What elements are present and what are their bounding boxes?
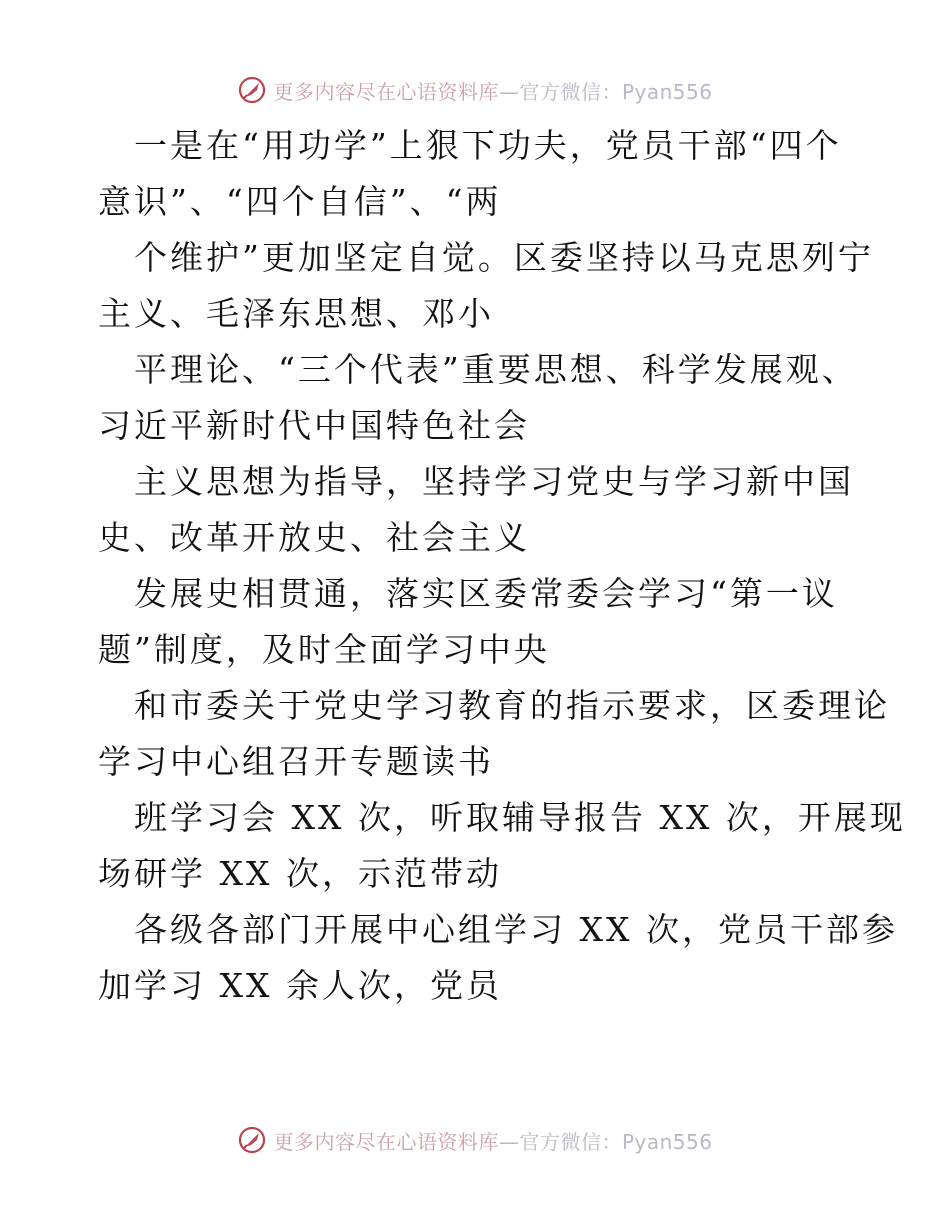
text-line: 平理论、“三个代表”重要思想、科学发展观、 xyxy=(134,350,858,389)
footer-watermark-banner xyxy=(0,1120,950,1160)
text-line: 个维护”更加坚定自觉。区委坚持以马克思列宁 xyxy=(134,238,874,277)
text-line: 主义思想为指导，坚持学习党史与学习新中国 xyxy=(134,462,854,501)
quill-logo-icon xyxy=(237,75,267,105)
footer-banner-text xyxy=(273,1126,712,1155)
text-line: 发展史相贯通，落实区委常委会学习“第一议 xyxy=(134,574,838,613)
text-line: 题”制度，及时全面学习中央 xyxy=(98,630,550,669)
text-line: 班学习会 XX 次，听取辅导报告 XX 次，开展现 xyxy=(134,798,906,837)
footer-banner-main: 更多内容尽在心语资料库 xyxy=(273,1129,499,1154)
text-line: 和市委关于党史学习教育的指示要求，区委理论 xyxy=(134,686,890,725)
header-banner-main: 更多内容尽在心语资料库 xyxy=(273,79,499,104)
footer-banner-wechat: —官方微信：Pyan556 xyxy=(498,1129,713,1154)
header-watermark-banner xyxy=(0,70,950,110)
text-line: 意识”、“四个自信”、“两 xyxy=(98,182,502,221)
text-line: 场研学 XX 次，示范带动 xyxy=(98,854,502,893)
text-line: 史、改革开放史、社会主义 xyxy=(98,518,530,557)
quill-logo-icon xyxy=(237,1125,267,1155)
text-line: 主义、毛泽东思想、邓小 xyxy=(98,294,494,333)
document-body xyxy=(98,118,906,1014)
text-line: 习近平新时代中国特色社会 xyxy=(98,406,530,445)
text-line: 一是在“用功学”上狠下功夫，党员干部“四个 xyxy=(134,126,842,165)
text-line: 各级各部门开展中心组学习 XX 次，党员干部参 xyxy=(134,910,898,949)
text-line: 加学习 XX 余人次，党员 xyxy=(98,966,502,1005)
header-banner-text xyxy=(273,76,712,105)
header-banner-wechat: —官方微信：Pyan556 xyxy=(498,79,713,104)
text-line: 学习中心组召开专题读书 xyxy=(98,742,494,781)
